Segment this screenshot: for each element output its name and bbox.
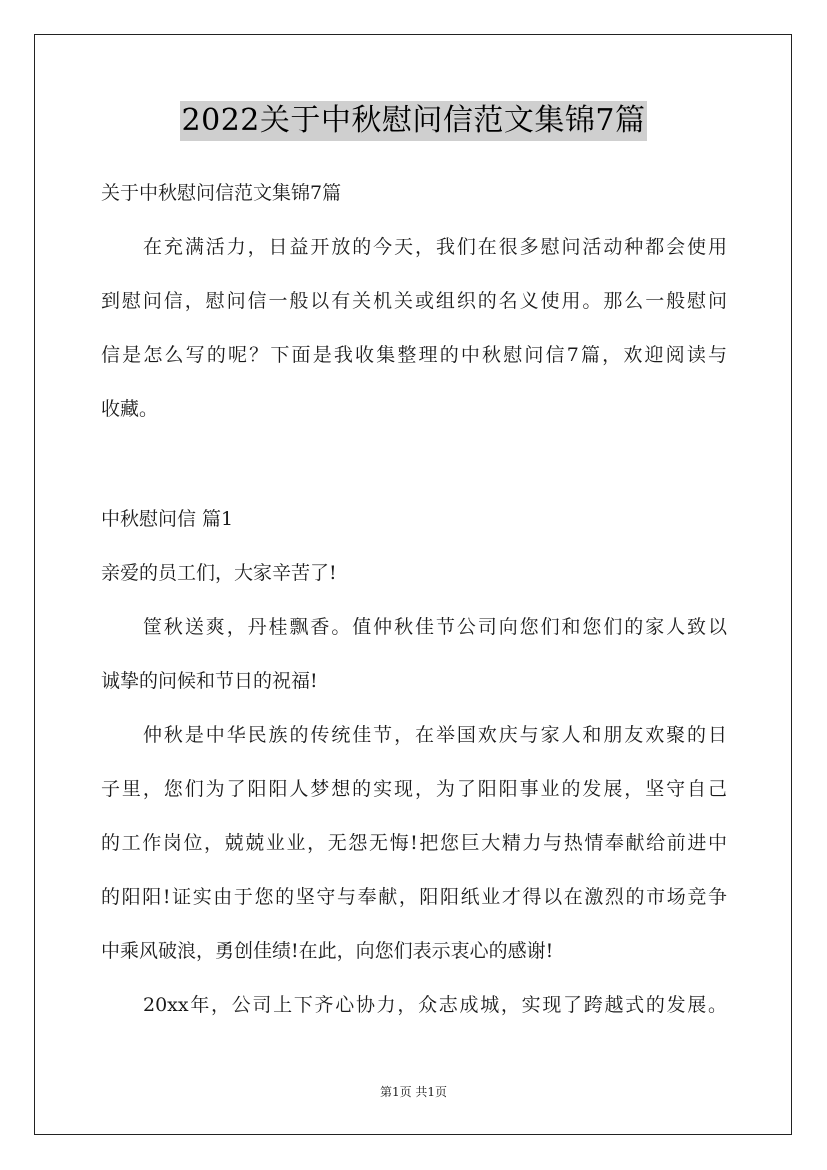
title-container: [0, 101, 827, 141]
para2-line-3: 的工作岗位，兢兢业业，无怨无悔!把您巨大精力与热情奉献给前进中: [101, 832, 727, 854]
intro-line-2: 到慰问信，慰问信一般以有关机关或组织的名义使用。那么一般慰问: [101, 290, 727, 312]
intro-line-3: 信是怎么写的呢？下面是我收集整理的中秋慰问信7篇，欢迎阅读与: [101, 344, 727, 366]
para2-line-5: 中乘风破浪，勇创佳绩!在此，向您们表示衷心的感谢!: [101, 940, 554, 962]
para2-line-1: 仲秋是中华民族的传统佳节，在举国欢庆与家人和朋友欢聚的日: [143, 724, 727, 746]
intro-line-1: 在充满活力，日益开放的今天，我们在很多慰问活动种都会使用: [143, 236, 727, 258]
document-title: 2022关于中秋慰问信范文集锦7篇: [180, 101, 648, 141]
page-number-label: 第1页 共1页: [379, 1085, 448, 1099]
para1-line-1: 筐秋送爽，丹桂飘香。值仲秋佳节公司向您们和您们的家人致以: [143, 616, 727, 638]
intro-line-4: 收藏。: [101, 398, 159, 420]
section-heading: 中秋慰问信 篇1: [101, 508, 234, 530]
document-subtitle: 关于中秋慰问信范文集锦7篇: [101, 182, 342, 204]
para2-line-4: 的阳阳!证实由于您的坚守与奉献，阳阳纸业才得以在激烈的市场竞争: [101, 886, 727, 908]
para3-line-1: 20xx年，公司上下齐心协力，众志成城，实现了跨越式的发展。: [143, 994, 727, 1016]
page-footer: [0, 1084, 827, 1100]
para1-line-2: 诚挚的问候和节日的祝福!: [101, 670, 318, 692]
salutation: 亲爱的员工们，大家辛苦了!: [101, 562, 337, 584]
para2-line-2: 子里，您们为了阳阳人梦想的实现，为了阳阳事业的发展，坚守自己: [101, 778, 727, 800]
